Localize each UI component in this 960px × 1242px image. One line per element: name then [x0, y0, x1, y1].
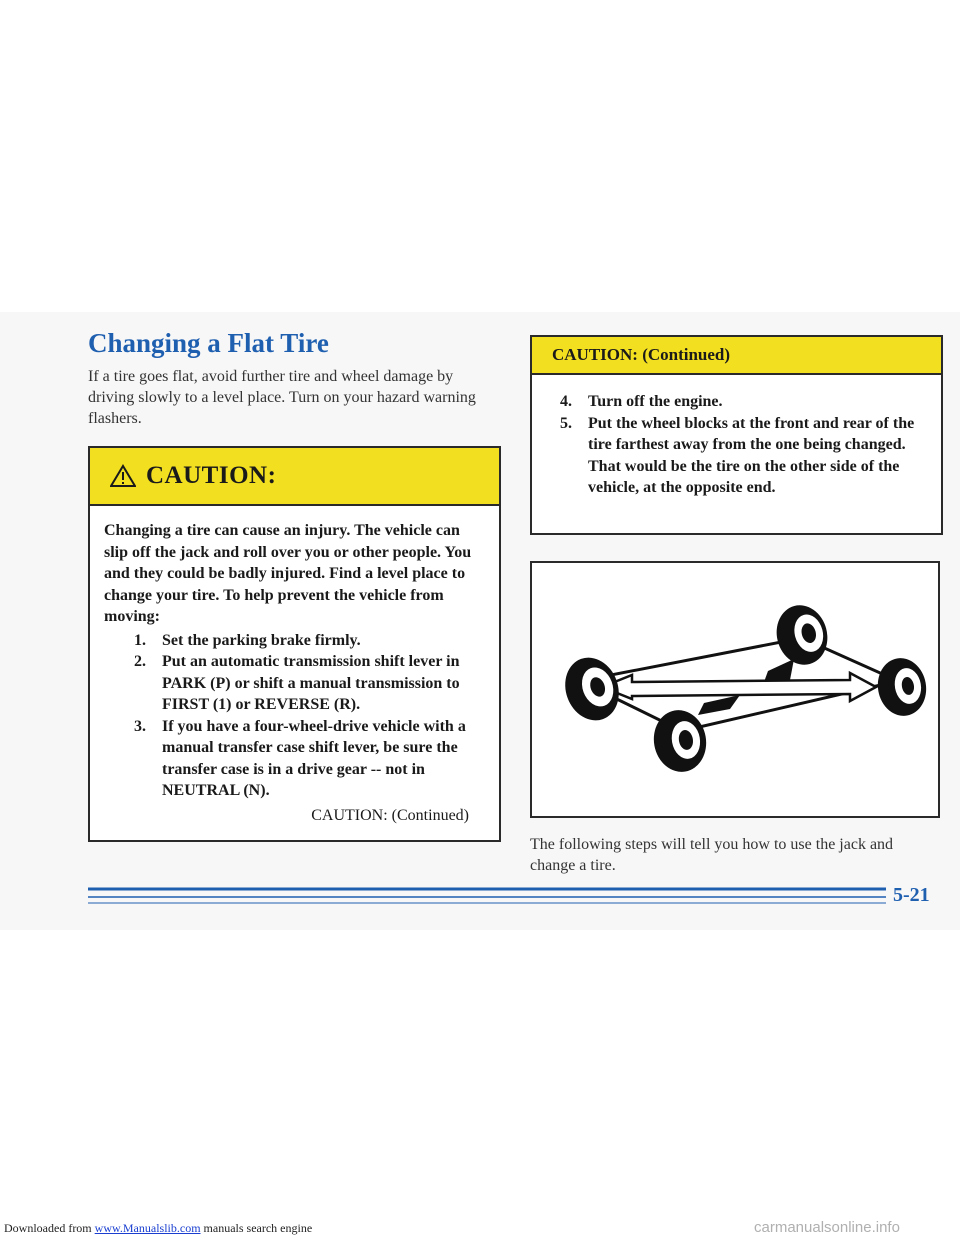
step-text: Turn off the engine. — [588, 393, 723, 410]
download-footer — [4, 1221, 312, 1236]
caution-heading: CAUTION: (Continued) — [552, 345, 731, 364]
footer-prefix: Downloaded from — [4, 1221, 92, 1235]
intro-paragraph: If a tire goes flat, avoid further tire and wheel damage by driving slowly to a level place. Turn on your hazard warning flashers. — [88, 368, 476, 427]
step-number: 2. — [134, 653, 146, 670]
caution-header — [90, 448, 499, 506]
step-text: Put an automatic transmission shift lever in PARK (P) or shift a manual transmission to FIRST (1) or REVERSE (R). — [162, 653, 460, 713]
caution-body — [532, 375, 941, 499]
page-number: 5-21 — [893, 884, 930, 906]
wheel-block-illustration — [532, 563, 938, 816]
step-number: 3. — [134, 717, 146, 735]
wheel-block-icon — [764, 659, 794, 682]
caution-continued-label: CAUTION: (Continued) — [311, 806, 469, 824]
wheel-block-diagram — [530, 561, 940, 818]
caution-text: Changing a tire can cause an injury. The vehicle can slip off the jack and roll over you or other people. You and they could be badly injured. Find a level place to change your tire. To help prevent the vehicle from moving: — [104, 522, 472, 625]
caution-box-main — [88, 446, 501, 842]
step-item — [560, 391, 927, 413]
caution-heading: CAUTION: — [146, 462, 277, 489]
figure-caption: The following steps will tell you how to use the jack and change a tire. — [530, 836, 894, 874]
step-item — [134, 716, 485, 802]
caution-steps — [560, 391, 927, 499]
wheel-block-icon — [698, 695, 740, 715]
manualslib-link[interactable]: www.Manualslib.com — [94, 1221, 201, 1235]
step-number: 5. — [560, 414, 572, 432]
tire-icon — [873, 654, 930, 719]
step-item — [134, 630, 485, 652]
caution-body — [90, 506, 499, 826]
footer-suffix: manuals search engine — [203, 1221, 313, 1235]
caution-header — [532, 337, 941, 375]
page-title: Changing a Flat Tire — [88, 328, 329, 358]
step-text: Put the wheel blocks at the front and rear of the tire farthest away from the one being changed. That would be the tire on the other side of the vehicle, at the opposite end. — [588, 414, 915, 496]
step-text: If you have a four-wheel-drive vehicle with a manual transfer case shift lever, be sure the transfer case is in a drive gear -- not in NEUTRAL (N). — [162, 717, 466, 799]
step-text: Set the parking brake firmly. — [162, 631, 361, 649]
tire-icon — [557, 650, 628, 728]
page-footer-rule — [88, 885, 886, 905]
tire-icon — [770, 600, 834, 671]
tire-icon — [649, 706, 711, 776]
caution-box-continued — [530, 335, 943, 535]
caution-steps — [104, 630, 485, 802]
site-watermark: carmanualsonline.info — [754, 1219, 900, 1236]
step-number: 1. — [134, 631, 146, 649]
step-number: 4. — [560, 393, 572, 410]
step-item — [134, 651, 485, 716]
warning-triangle-icon — [110, 464, 136, 488]
step-item — [560, 413, 927, 499]
